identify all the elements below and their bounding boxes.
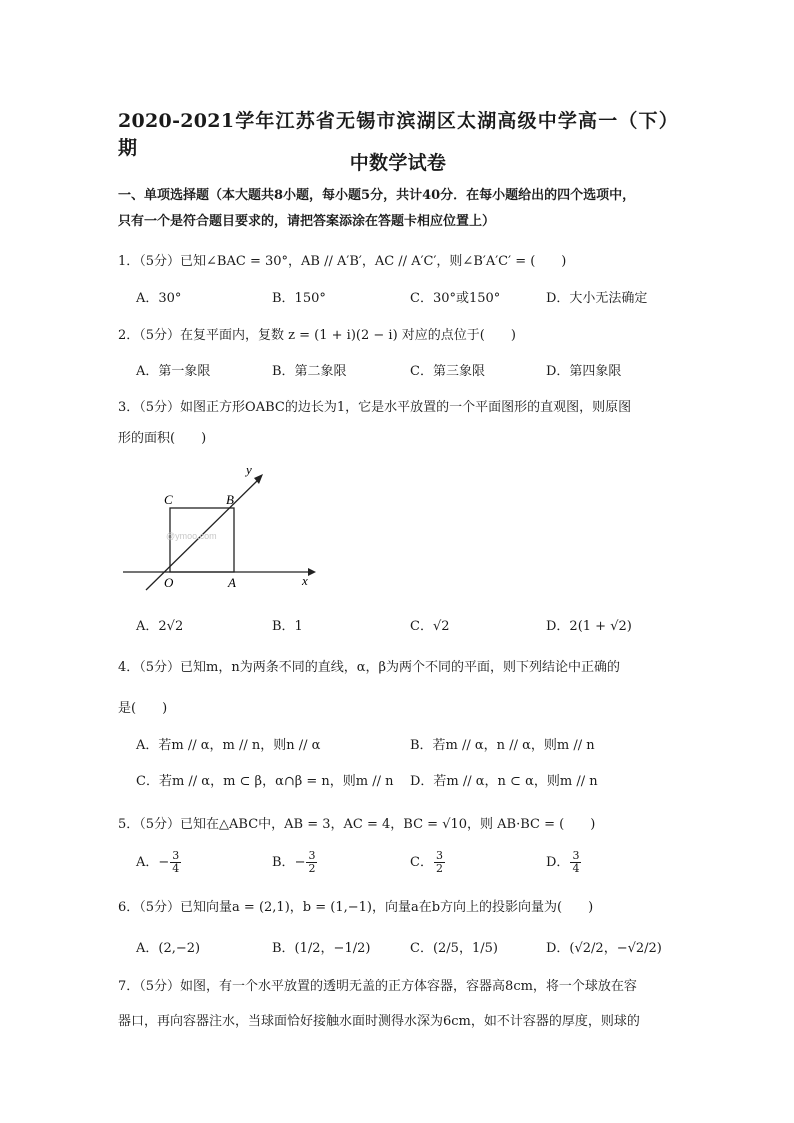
q5-option-d-fraction: [570, 850, 581, 875]
label-x: x: [302, 573, 308, 588]
q3-option-b: B．1: [272, 619, 303, 634]
q2-option-d: D．第四象限: [546, 364, 622, 379]
exam-title-line1: 2020-2021学年江苏省无锡市滨湖区太湖高级中学高一（下）期: [118, 110, 678, 159]
fraction-denominator: 2: [435, 862, 443, 875]
q4-option-a: A．若m // α，m // n，则n // α: [136, 738, 321, 753]
q4-option-d: D．若m // α，n ⊂ α，则m // n: [410, 774, 598, 789]
exam-title-line2: 中数学试卷: [349, 152, 447, 174]
q3-stem-line1: 3．（5分）如图正方形OABC的边长为1，它是水平放置的一个平面图形的直观图，则原图: [118, 400, 632, 415]
q5-option-c-fraction: [434, 850, 445, 875]
fraction-numerator: 3: [308, 849, 316, 862]
fraction-denominator: 2: [308, 862, 316, 875]
q7-stem-line2: 器口，再向容器注水，当球面恰好接触水面时测得水深为6cm，如不计容器的厚度，则球的: [118, 1014, 640, 1029]
q1-option-a: A．30°: [136, 291, 182, 306]
q4-stem-line1: 4．（5分）已知m，n为两条不同的直线，α，β为两个不同的平面，则下列结论中正确的: [118, 660, 621, 675]
q2-option-c: C．第三象限: [410, 364, 485, 379]
q1-option-d: D．大小无法确定: [546, 291, 648, 306]
q2-stem: 2．（5分）在复平面内，复数 z = (1 + i)(2 − i) 对应的点位于( ): [118, 328, 516, 343]
q5-option-b-fraction: [306, 850, 317, 875]
q3-option-d: D．2(1 + √2): [546, 619, 632, 634]
x-axis-arrow-icon: [308, 568, 316, 576]
q6-stem: 6．（5分）已知向量a = (2,1)，b = (1,−1)，向量a在b方向上的投影向量为( ): [118, 900, 594, 915]
fraction-numerator: 3: [172, 849, 180, 862]
q5-option-b: [272, 850, 318, 875]
section1-instructions-line1: 一、单项选择题（本大题共8小题，每小题5分，共计40分．在每小题给出的四个选项中，: [118, 188, 636, 203]
q5-option-a-sign: −: [158, 855, 170, 870]
q4-option-b: B．若m // α，n // α，则m // n: [410, 738, 595, 753]
q6-option-a: A．(2,−2): [136, 941, 201, 956]
q6-option-c: C．(2/5，1/5): [410, 941, 498, 956]
q2-option-b: B．第二象限: [272, 364, 347, 379]
q1-stem: 1．（5分）已知∠BAC = 30°，AB // A′B′，AC // A′C′，则∠B′A′C′ = ( ): [118, 254, 567, 269]
q5-option-d-label: D．: [546, 855, 570, 870]
q5-option-b-sign: −: [294, 855, 306, 870]
fraction-numerator: 3: [572, 849, 580, 862]
q5-option-c-label: C．: [410, 855, 433, 870]
q6-option-d: D．(√2/2，−√2/2): [546, 941, 662, 956]
q3-option-a: A．2√2: [136, 619, 184, 634]
q2-option-a: A．第一象限: [136, 364, 211, 379]
fraction-denominator: 4: [172, 862, 180, 875]
q5-option-a-label: A．: [136, 855, 159, 870]
q5-option-d: [546, 850, 582, 875]
q5-option-c: [410, 850, 446, 875]
q5-option-b-label: B．: [272, 855, 295, 870]
q1-option-b: B．150°: [272, 291, 326, 306]
q5-stem: 5．（5分）已知在△ABC中，AB = 3，AC = 4，BC = √10，则 AB·BC = ( ): [118, 817, 596, 832]
q7-stem-line1: 7．（5分）如图，有一个水平放置的透明无盖的正方体容器，容器高8cm，将一个球放在容: [118, 979, 637, 994]
fraction-denominator: 4: [572, 862, 580, 875]
label-y: y: [246, 462, 252, 477]
fraction-numerator: 3: [435, 849, 443, 862]
q5-option-a: [136, 850, 182, 875]
q3-option-c: C．√2: [410, 619, 450, 634]
q3-figure-oblique-square: [118, 460, 318, 600]
q6-option-b: B．(1/2，−1/2): [272, 941, 371, 956]
label-a: A: [228, 575, 236, 590]
label-b: B: [226, 492, 234, 507]
section1-instructions-line2: 只有一个是符合题目要求的，请把答案添涂在答题卡相应位置上）: [118, 214, 496, 229]
q4-stem-line2: 是( ): [118, 701, 168, 716]
q1-option-c: C．30°或150°: [410, 291, 501, 306]
q3-stem-line2: 形的面积( ): [118, 431, 207, 446]
label-c: C: [164, 492, 173, 507]
q5-option-a-fraction: [170, 850, 181, 875]
label-o: O: [164, 575, 174, 590]
figure-watermark: @ymoo.com: [166, 531, 217, 541]
q4-option-c: C．若m // α，m ⊂ β，α∩β = n，则m // n: [136, 774, 394, 789]
